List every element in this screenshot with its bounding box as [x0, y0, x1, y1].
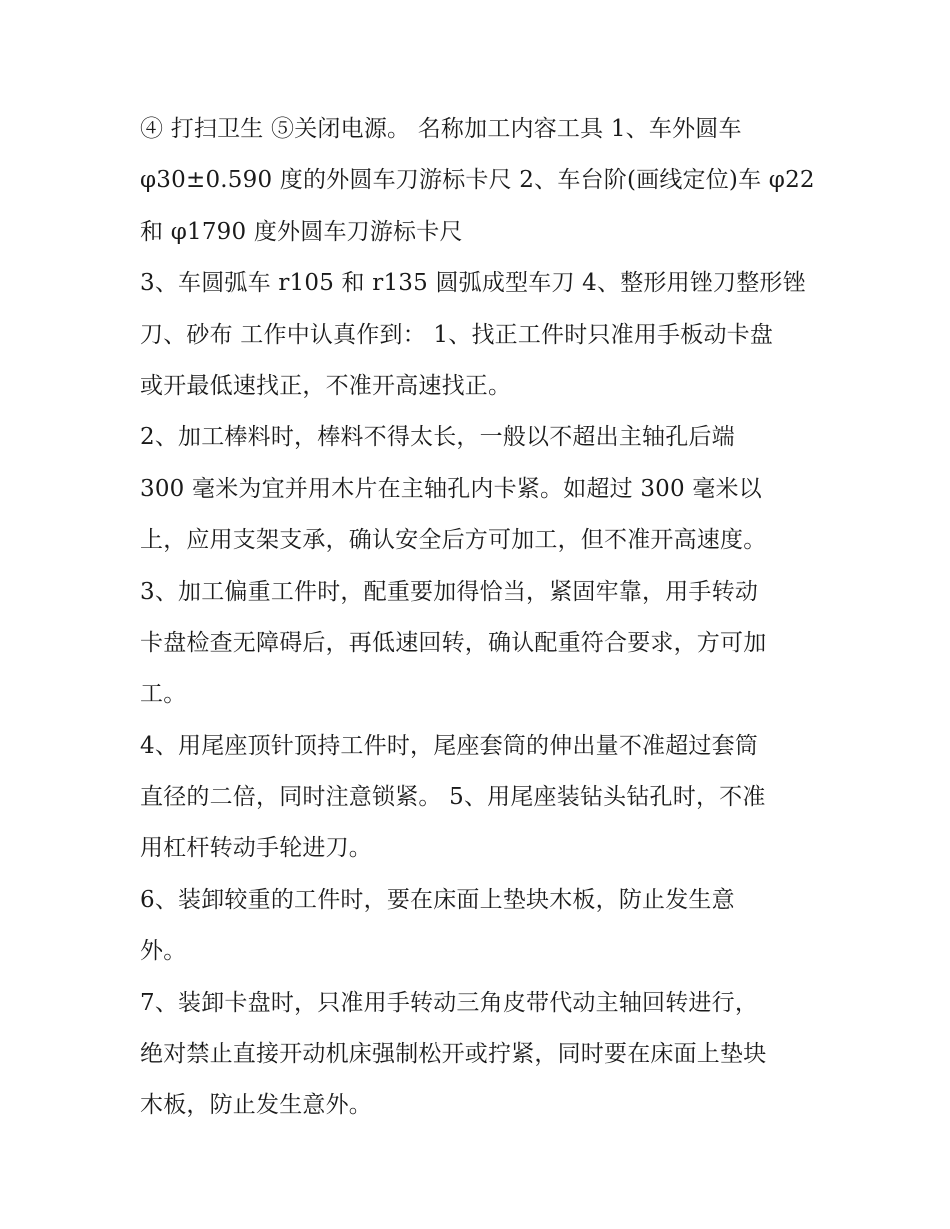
text-line: 3、加工偏重工件时，配重要加得恰当，紧固牢靠，用手转动: [140, 578, 759, 605]
text-line: 用杠杆转动手轮进刀。: [140, 835, 372, 862]
document-body: [140, 104, 820, 1132]
text-line: 卡盘检查无障碍后，再低速回转，确认配重符合要求，方可加: [140, 629, 767, 656]
text-line: 4、用尾座顶针顶持工件时，尾座套筒的伸出量不准超过套筒: [140, 732, 759, 759]
text-line: 上，应用支架支承，确认安全后方可加工，但不准开高速度。: [140, 527, 767, 554]
text-line: 工。: [140, 681, 187, 708]
text-line: 外。: [140, 938, 187, 965]
text-line: 3、车圆弧车 r105 和 r135 圆弧成型车刀 4、整形用锉刀整形锉: [140, 270, 806, 297]
text-line: 或开最低速找正，不准开高速找正。: [140, 372, 512, 399]
text-line: 木板，防止发生意外。: [140, 1092, 372, 1119]
text-line: 刀、砂布 工作中认真作到： 1、找正工件时只准用手板动卡盘: [140, 321, 774, 348]
text-line: 7、装卸卡盘时，只准用手转动三角皮带代动主轴回转进行，: [140, 989, 759, 1016]
text-line: φ30±0.590 度的外圆车刀游标卡尺 2、车台阶(画线定位)车 φ22: [140, 167, 815, 194]
text-line: ④ 打扫卫生 ⑤关闭电源。 名称加工内容工具 1、车外圆车: [140, 116, 742, 142]
text-line: 绝对禁止直接开动机床强制松开或拧紧，同时要在床面上垫块: [140, 1041, 767, 1068]
text-line: 6、装卸较重的工件时，要在床面上垫块木板，防止发生意: [140, 886, 735, 913]
text-line: 2、加工棒料时，棒料不得太长，一般以不超出主轴孔后端: [140, 424, 735, 451]
text-line: 直径的二倍，同时注意锁紧。 5、用尾座装钻头钻孔时，不准: [140, 784, 766, 811]
text-line: 和 φ1790 度外圆车刀游标卡尺: [140, 218, 463, 245]
text-line: 300 毫米为宜并用木片在主轴孔内卡紧。如超过 300 毫米以: [140, 475, 762, 502]
